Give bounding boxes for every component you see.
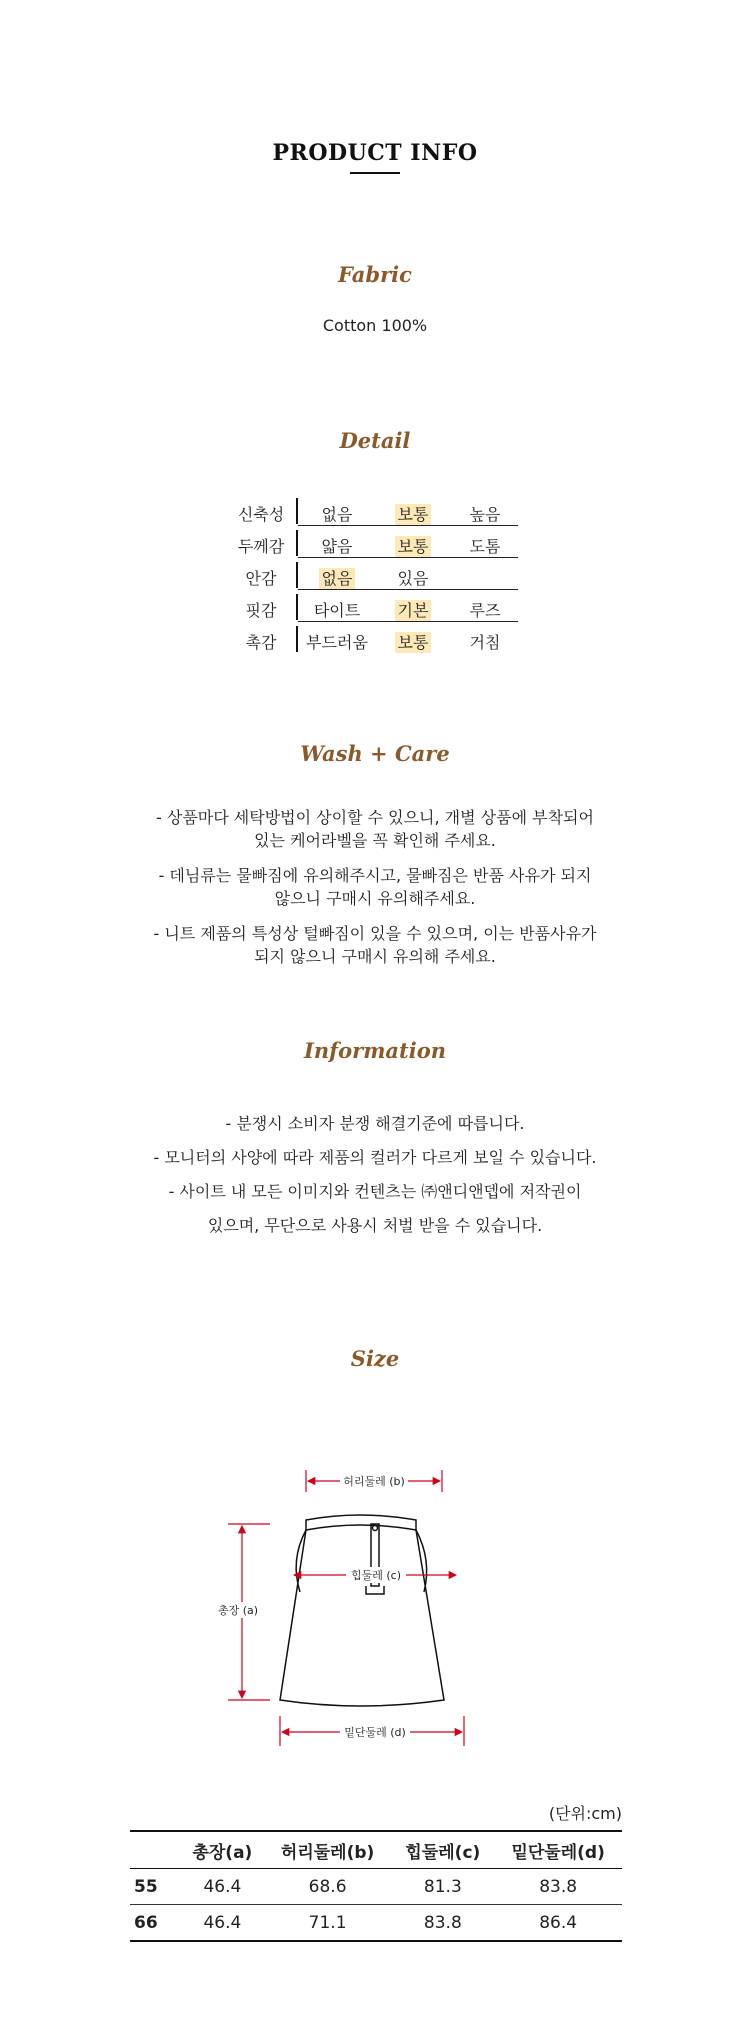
wash-text-line: 않으니 구매시 유의해주세요.: [274, 889, 476, 908]
wash-text-line: 되지 않으니 구매시 유의해 주세요.: [254, 947, 496, 966]
table-cell: 46.4: [181, 1869, 264, 1905]
detail-row-fit: [228, 592, 518, 624]
wash-title: Wash + Care: [300, 741, 450, 766]
detail-option: 루즈: [469, 601, 501, 620]
skirt-diagram: [200, 1460, 530, 1760]
length-label: 총장 (a): [217, 1604, 259, 1617]
divider: [296, 594, 298, 620]
detail-row-lining: [228, 560, 518, 592]
detail-row-touch: [228, 624, 518, 656]
detail-label: 안감: [245, 569, 277, 588]
fabric-value: Cotton 100%: [322, 316, 428, 335]
detail-option-selected: 보통: [378, 534, 448, 557]
detail-row-thickness: [228, 528, 518, 560]
table-row: [130, 1905, 622, 1942]
detail-label: 촉감: [245, 633, 277, 652]
information-text-line: - 사이트 내 모든 이미지와 컨텐츠는 ㈜앤디앤뎁에 저작권이: [168, 1182, 582, 1201]
divider: [296, 530, 298, 556]
waist-label: 허리둘레 (b): [343, 1475, 405, 1488]
header-cell: 힙둘레(c): [391, 1831, 494, 1869]
table-cell: 83.8: [494, 1869, 622, 1905]
wash-text-line: - 니트 제품의 특성상 털빠짐이 있을 수 있으며, 이는 반품사유가: [153, 924, 597, 943]
size-title: Size: [350, 1346, 400, 1371]
size-label: 66: [130, 1905, 181, 1942]
skirt-outline: [280, 1515, 444, 1706]
divider: [296, 498, 298, 524]
table-cell: 81.3: [391, 1869, 494, 1905]
detail-option: 도톰: [469, 537, 501, 556]
unit-label: (단위:cm): [548, 1804, 622, 1823]
divider: [298, 557, 518, 558]
hip-label: 힙둘레 (c): [350, 1569, 402, 1582]
table-cell: 46.4: [181, 1905, 264, 1942]
divider: [296, 626, 298, 652]
divider: [298, 621, 518, 622]
wash-text-line: 있는 케어라벨을 꼭 확인해 주세요.: [254, 831, 496, 850]
detail-label: 신축성: [237, 505, 285, 524]
table-cell: 86.4: [494, 1905, 622, 1942]
header-cell: 총장(a): [181, 1831, 264, 1869]
information-title: Information: [304, 1038, 446, 1063]
divider: [296, 562, 298, 588]
detail-option: 없음: [321, 505, 353, 524]
size-table: [130, 1830, 622, 1942]
information-text-line: 있으며, 무단으로 사용시 처벌 받을 수 있습니다.: [207, 1216, 543, 1235]
table-cell: 83.8: [391, 1905, 494, 1942]
detail-option: 거침: [469, 633, 501, 652]
detail-option: 얇음: [321, 537, 353, 556]
size-table-header: [130, 1831, 622, 1869]
detail-option-selected: 보통: [378, 502, 448, 525]
header-cell: 밑단둘레(d): [494, 1831, 622, 1869]
table-cell: 68.6: [264, 1869, 392, 1905]
size-label: 55: [130, 1869, 181, 1905]
detail-option: 타이트: [313, 601, 361, 620]
detail-option: 있음: [397, 569, 429, 588]
header-cell: [130, 1831, 181, 1869]
detail-option-selected: 없음: [302, 566, 372, 589]
page-title: PRODUCT INFO: [272, 140, 478, 166]
title-underline: [350, 172, 400, 174]
detail-option-selected: 보통: [378, 630, 448, 653]
table-cell: 71.1: [264, 1905, 392, 1942]
detail-option-selected: 기본: [378, 598, 448, 621]
detail-option: 높음: [469, 505, 501, 524]
hem-label: 밑단둘레 (d): [344, 1726, 406, 1739]
table-row: [130, 1869, 622, 1905]
information-text-line: - 모니터의 사양에 따라 제품의 컬러가 다르게 보일 수 있습니다.: [153, 1148, 597, 1167]
detail-label: 핏감: [245, 601, 277, 620]
detail-row-stretch: [228, 496, 518, 528]
detail-label: 두께감: [237, 537, 285, 556]
wash-text-line: - 데님류는 물빠짐에 유의해주시고, 물빠짐은 반품 사유가 되지: [158, 866, 592, 885]
divider: [298, 525, 518, 526]
wash-text-line: - 상품마다 세탁방법이 상이할 수 있으니, 개별 상품에 부착되어: [156, 808, 594, 827]
information-text-line: - 분쟁시 소비자 분쟁 해결기준에 따릅니다.: [225, 1114, 525, 1133]
detail-title: Detail: [339, 428, 411, 453]
detail-option: 부드러움: [306, 633, 368, 652]
fabric-title: Fabric: [338, 262, 412, 287]
detail-table: [228, 496, 518, 656]
header-cell: 허리둘레(b): [264, 1831, 392, 1869]
divider: [298, 589, 518, 590]
